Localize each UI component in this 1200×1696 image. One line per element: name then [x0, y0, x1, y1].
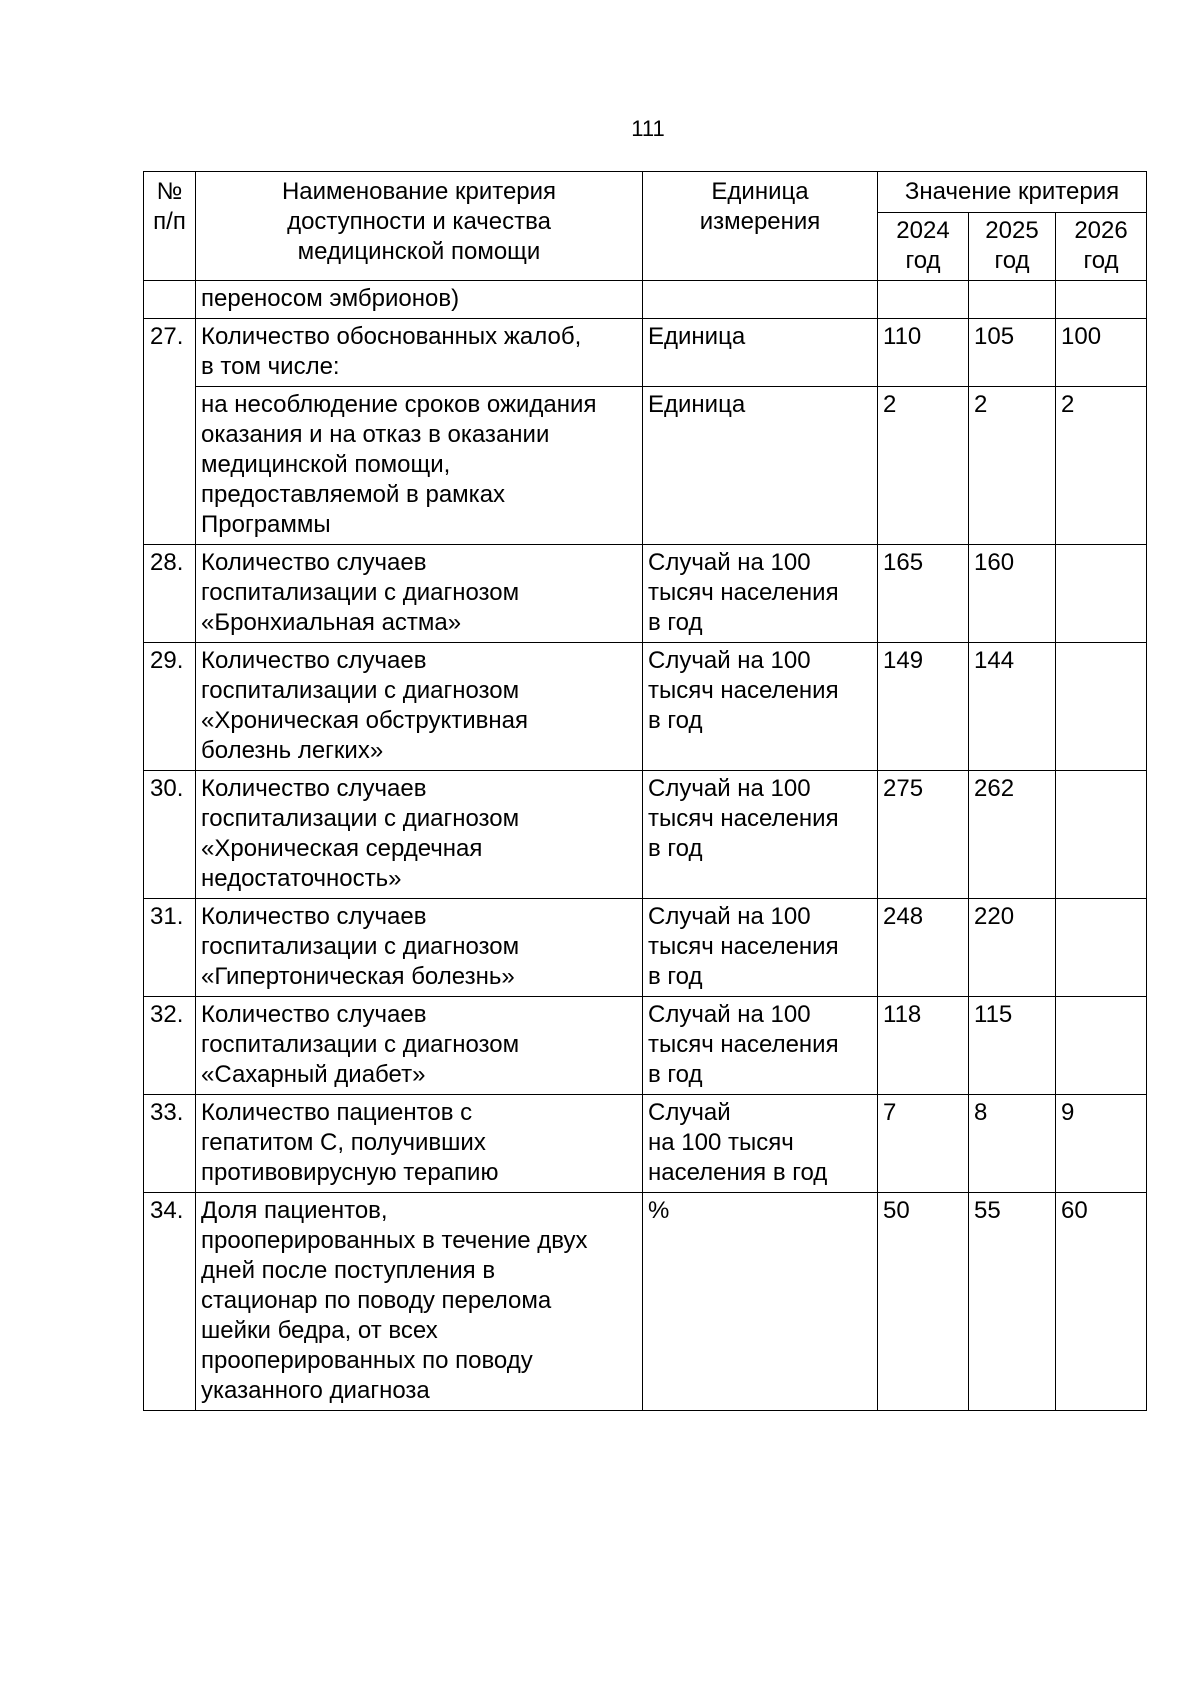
row-num: 33.	[144, 1095, 196, 1193]
row-unit: Случай на 100 тысяч населения в год	[643, 771, 878, 899]
row-criterion: на несоблюдение сроков ожидания оказания и на отказ в оказании медицинской помощи, предоставляемой в рамках Программы	[196, 387, 643, 545]
row-value-2025	[969, 281, 1056, 319]
row-value-2026: 9	[1056, 1095, 1147, 1193]
row-value-2025: 160	[969, 545, 1056, 643]
row-unit: Случай на 100 тысяч населения в год	[643, 1095, 878, 1193]
row-criterion: Количество случаев госпитализации с диагнозом «Гипертоническая болезнь»	[196, 899, 643, 997]
row-unit: Единица	[643, 387, 878, 545]
row-value-2025: 8	[969, 1095, 1056, 1193]
row-criterion: Доля пациентов, прооперированных в течение двух дней после поступления в стационар по поводу перелома шейки бедра, от всех прооперированных по поводу указанного диагноза	[196, 1193, 643, 1411]
header-year-2025: 2025 год	[969, 213, 1056, 281]
header-name: Наименование критерия доступности и качества медицинской помощи	[196, 172, 643, 281]
page-number: 111	[631, 116, 665, 141]
row-value-2024: 7	[878, 1095, 969, 1193]
row-value-2026: 2	[1056, 387, 1147, 545]
row-value-2026	[1056, 899, 1147, 997]
row-num: 31.	[144, 899, 196, 997]
row-value-2025: 105	[969, 319, 1056, 387]
row-unit: Случай на 100 тысяч населения в год	[643, 643, 878, 771]
row-unit: %	[643, 1193, 878, 1411]
row-unit: Случай на 100 тысяч населения в год	[643, 997, 878, 1095]
row-value-2024: 248	[878, 899, 969, 997]
table-row	[144, 319, 1147, 387]
row-num: 29.	[144, 643, 196, 771]
row-criterion: переносом эмбрионов)	[196, 281, 643, 319]
row-value-2026	[1056, 281, 1147, 319]
row-value-2024	[878, 281, 969, 319]
row-unit: Единица	[643, 319, 878, 387]
row-value-2025: 220	[969, 899, 1056, 997]
row-value-2025: 55	[969, 1193, 1056, 1411]
row-value-2024: 165	[878, 545, 969, 643]
row-unit: Случай на 100 тысяч населения в год	[643, 899, 878, 997]
table-row	[144, 771, 1147, 899]
table-row	[144, 545, 1147, 643]
row-value-2025: 115	[969, 997, 1056, 1095]
table-row	[144, 281, 1147, 319]
row-value-2024: 50	[878, 1193, 969, 1411]
row-value-2026: 100	[1056, 319, 1147, 387]
row-num: 27.	[144, 319, 196, 545]
header-unit: Единица измерения	[643, 172, 878, 281]
row-value-2026	[1056, 545, 1147, 643]
row-num: 28.	[144, 545, 196, 643]
row-value-2024: 149	[878, 643, 969, 771]
row-value-2025: 144	[969, 643, 1056, 771]
row-num: 32.	[144, 997, 196, 1095]
row-num: 34.	[144, 1193, 196, 1411]
header-row	[144, 172, 1147, 213]
row-criterion: Количество пациентов с гепатитом С, получивших противовирусную терапию	[196, 1095, 643, 1193]
table-row	[144, 643, 1147, 771]
table-row	[144, 387, 1147, 545]
row-criterion: Количество обоснованных жалоб, в том числе:	[196, 319, 643, 387]
row-value-2024: 2	[878, 387, 969, 545]
row-num: 30.	[144, 771, 196, 899]
table-row	[144, 1193, 1147, 1411]
row-unit: Случай на 100 тысяч населения в год	[643, 545, 878, 643]
row-value-2026	[1056, 771, 1147, 899]
header-value: Значение критерия	[878, 172, 1147, 213]
header-year-2026: 2026 год	[1056, 213, 1147, 281]
row-num	[144, 281, 196, 319]
table-row	[144, 1095, 1147, 1193]
row-value-2026	[1056, 643, 1147, 771]
row-criterion: Количество случаев госпитализации с диагнозом «Хроническая обструктивная болезнь легких»	[196, 643, 643, 771]
criteria-table	[143, 171, 1147, 1411]
header-num: № п/п	[144, 172, 196, 281]
row-value-2025: 2	[969, 387, 1056, 545]
table-row	[144, 997, 1147, 1095]
header-year-2024: 2024 год	[878, 213, 969, 281]
row-unit	[643, 281, 878, 319]
row-value-2026: 60	[1056, 1193, 1147, 1411]
table-row	[144, 899, 1147, 997]
row-value-2024: 118	[878, 997, 969, 1095]
row-criterion: Количество случаев госпитализации с диагнозом «Бронхиальная астма»	[196, 545, 643, 643]
row-value-2026	[1056, 997, 1147, 1095]
row-value-2024: 110	[878, 319, 969, 387]
row-criterion: Количество случаев госпитализации с диагнозом «Сахарный диабет»	[196, 997, 643, 1095]
row-value-2025: 262	[969, 771, 1056, 899]
row-criterion: Количество случаев госпитализации с диагнозом «Хроническая сердечная недостаточность»	[196, 771, 643, 899]
row-value-2024: 275	[878, 771, 969, 899]
